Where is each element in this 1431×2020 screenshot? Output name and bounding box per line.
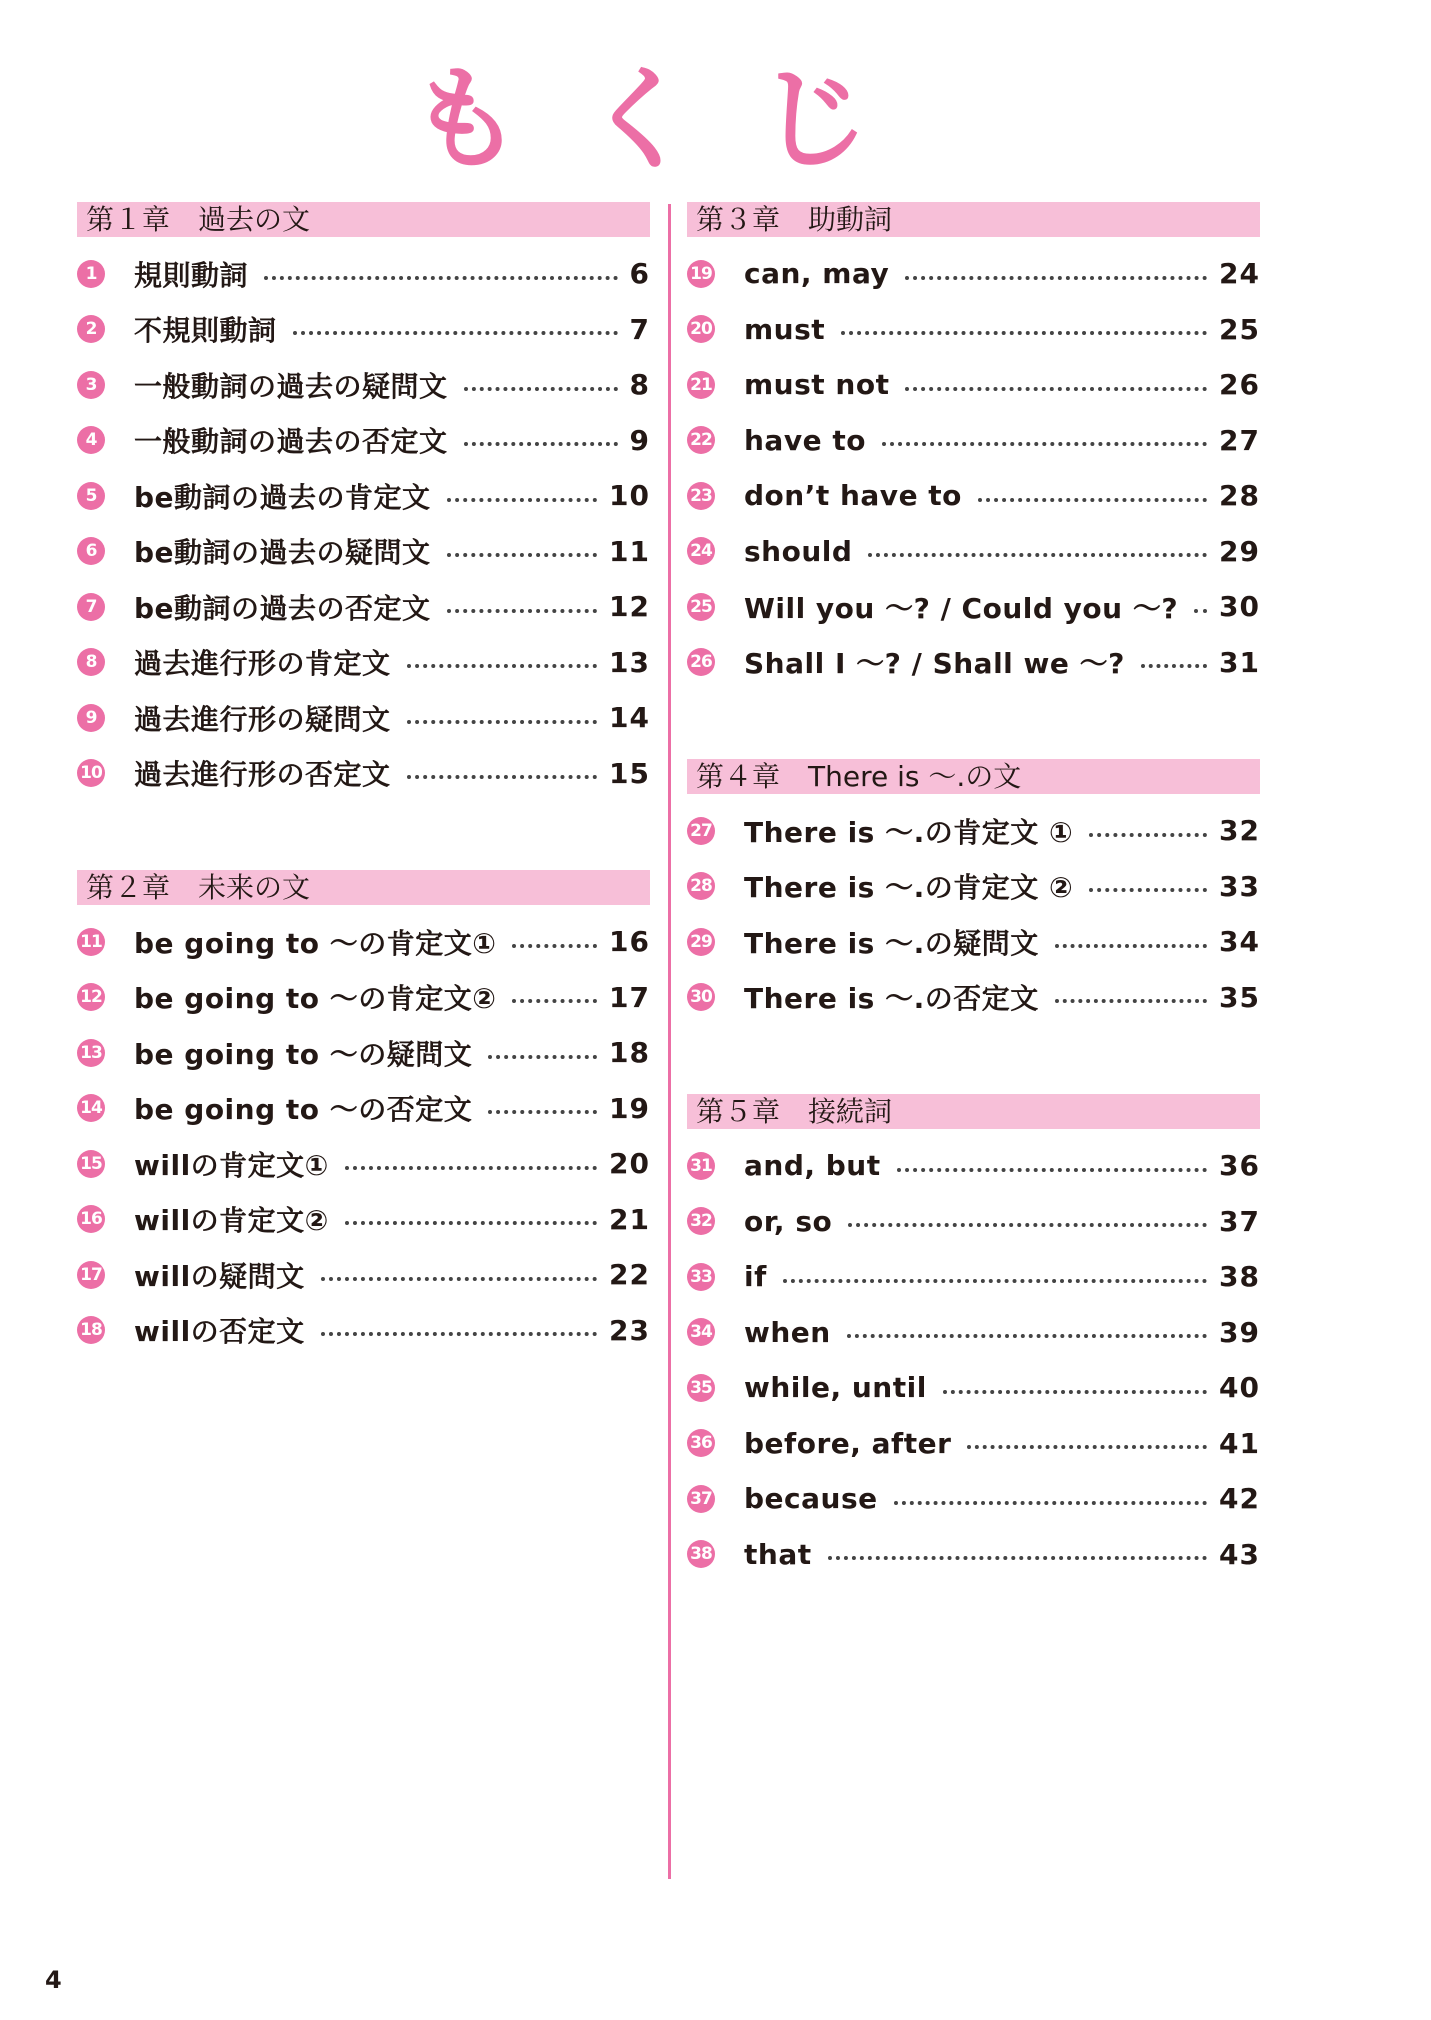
item-number-badge: 26	[687, 648, 715, 676]
leader-dots	[943, 1390, 1207, 1394]
item-number-badge: 37	[687, 1485, 715, 1513]
leader-dots	[512, 944, 597, 948]
leader-dots	[345, 1221, 597, 1225]
toc-item[interactable]	[77, 309, 650, 350]
item-label: 一般動詞の過去の疑問文	[134, 369, 448, 403]
chapter-3-list	[687, 253, 1260, 683]
toc-item[interactable]	[687, 1256, 1260, 1297]
item-label: willの肯定文②	[134, 1204, 329, 1237]
leader-dots	[1089, 888, 1207, 892]
item-page-number: 24	[1219, 257, 1260, 290]
item-label: be going to ～の肯定文①	[134, 926, 497, 960]
item-number-badge: 33	[687, 1263, 715, 1291]
item-page-number: 17	[609, 980, 650, 1014]
item-page-number: 20	[609, 1147, 650, 1180]
item-number-badge: 32	[687, 1207, 715, 1235]
item-page-number: 39	[1219, 1315, 1260, 1349]
toc-item[interactable]	[687, 977, 1260, 1018]
item-number-badge: 17	[77, 1261, 105, 1289]
item-number-badge: 27	[687, 817, 715, 845]
leader-dots	[407, 664, 598, 668]
item-page-number: 6	[629, 257, 650, 290]
item-page-number: 9	[629, 423, 650, 457]
item-number-badge: 4	[77, 426, 105, 454]
leader-dots	[321, 1277, 597, 1281]
leader-dots	[447, 553, 597, 557]
item-page-number: 36	[1219, 1149, 1260, 1182]
item-page-number: 38	[1219, 1260, 1260, 1293]
item-number-badge: 24	[687, 537, 715, 565]
item-number-badge: 15	[77, 1150, 105, 1178]
chapter-heading: 第１章 過去の文	[77, 202, 650, 237]
item-page-number: 22	[609, 1258, 650, 1291]
toc-item[interactable]	[687, 364, 1260, 405]
item-page-number: 25	[1219, 312, 1260, 346]
item-number-badge: 11	[77, 928, 105, 956]
item-page-number: 31	[1219, 645, 1260, 679]
leader-dots	[1055, 999, 1207, 1003]
toc-item[interactable]	[687, 309, 1260, 350]
toc-item[interactable]	[687, 475, 1260, 516]
item-number-badge: 20	[687, 315, 715, 343]
item-label: before, after	[744, 1426, 952, 1460]
item-number-badge: 22	[687, 426, 715, 454]
toc-item[interactable]	[687, 1423, 1260, 1464]
toc-item[interactable]	[77, 977, 650, 1018]
item-page-number: 32	[1219, 814, 1260, 847]
item-number-badge: 2	[77, 315, 105, 343]
item-label: because	[744, 1482, 878, 1515]
item-label: Will you ～? / Could you ～?	[744, 591, 1179, 625]
leader-dots	[1089, 833, 1207, 837]
item-label: and, but	[744, 1149, 881, 1182]
toc-item[interactable]	[77, 1143, 650, 1184]
item-page-number: 42	[1219, 1482, 1260, 1515]
item-label: can, may	[744, 257, 890, 290]
leader-dots	[783, 1279, 1207, 1283]
chapter-4-list	[687, 810, 1260, 1018]
toc-item[interactable]	[77, 753, 650, 794]
toc-item[interactable]	[687, 1312, 1260, 1353]
item-label: willの疑問文	[134, 1259, 305, 1293]
item-label: be going to ～の疑問文	[134, 1037, 473, 1071]
item-label: 過去進行形の疑問文	[134, 702, 391, 736]
item-page-number: 7	[629, 312, 650, 346]
chapter-1-list	[77, 253, 650, 794]
item-page-number: 12	[609, 590, 650, 623]
toc-item[interactable]	[687, 586, 1260, 627]
item-page-number: 8	[629, 368, 650, 401]
toc-item[interactable]	[687, 1201, 1260, 1242]
item-page-number: 33	[1219, 869, 1260, 903]
item-number-badge: 9	[77, 704, 105, 732]
toc-item[interactable]	[77, 1032, 650, 1073]
leader-dots	[1141, 664, 1207, 668]
item-label: must	[744, 312, 826, 346]
leader-dots	[978, 498, 1207, 502]
item-label: don’t have to	[744, 479, 962, 512]
item-number-badge: 7	[77, 593, 105, 621]
toc-item[interactable]	[77, 1254, 650, 1295]
leader-dots	[407, 775, 598, 779]
leader-dots	[264, 276, 618, 280]
page-number: 4	[45, 1966, 62, 1994]
item-page-number: 23	[609, 1313, 650, 1347]
item-page-number: 14	[609, 701, 650, 734]
item-label: 過去進行形の肯定文	[134, 647, 391, 680]
leader-dots	[897, 1168, 1207, 1172]
chapter-gap	[77, 808, 650, 870]
item-page-number: 10	[609, 479, 650, 512]
item-page-number: 21	[609, 1202, 650, 1236]
toc-item[interactable]	[687, 1367, 1260, 1408]
toc-item[interactable]	[77, 921, 650, 962]
toc-item[interactable]	[687, 642, 1260, 683]
toc-item[interactable]	[77, 642, 650, 683]
toc-item[interactable]	[687, 921, 1260, 962]
toc-item[interactable]	[687, 1534, 1260, 1575]
item-page-number: 15	[609, 756, 650, 790]
leader-dots	[512, 999, 597, 1003]
item-page-number: 30	[1219, 590, 1260, 623]
toc-item[interactable]	[77, 253, 650, 294]
item-page-number: 28	[1219, 479, 1260, 512]
item-number-badge: 10	[77, 759, 105, 787]
item-page-number: 40	[1219, 1371, 1260, 1404]
item-number-badge: 18	[77, 1316, 105, 1344]
leader-dots	[1194, 609, 1207, 613]
toc-item[interactable]	[687, 1145, 1260, 1186]
item-label: have to	[744, 423, 866, 457]
leader-dots	[488, 1055, 597, 1059]
leader-dots	[841, 331, 1207, 335]
toc-item[interactable]	[687, 420, 1260, 461]
toc-item[interactable]	[77, 420, 650, 461]
item-label: or, so	[744, 1204, 833, 1238]
leader-dots	[905, 276, 1207, 280]
leader-dots	[828, 1556, 1207, 1560]
leader-dots	[847, 1334, 1207, 1338]
leader-dots	[345, 1166, 597, 1170]
item-number-badge: 8	[77, 648, 105, 676]
item-label: that	[744, 1537, 812, 1571]
leader-dots	[321, 1332, 597, 1336]
item-label: be going to ～の否定文	[134, 1093, 473, 1126]
item-label: when	[744, 1315, 831, 1349]
item-number-badge: 19	[687, 260, 715, 288]
leader-dots	[848, 1223, 1207, 1227]
toc-item[interactable]	[77, 697, 650, 738]
toc-right-column	[687, 202, 1260, 1589]
chapter-heading: 第４章 There is ～.の文	[687, 759, 1260, 794]
item-number-badge: 1	[77, 260, 105, 288]
leader-dots	[464, 387, 618, 391]
item-page-number: 19	[609, 1091, 650, 1125]
item-label: be動詞の過去の疑問文	[134, 536, 431, 569]
item-label: There is ～.の肯定文 ①	[744, 815, 1074, 849]
item-number-badge: 14	[77, 1094, 105, 1122]
item-page-number: 13	[609, 645, 650, 679]
toc-left-column	[77, 202, 650, 1365]
item-label: willの否定文	[134, 1315, 305, 1348]
item-page-number: 18	[609, 1036, 650, 1069]
item-label: 規則動詞	[134, 258, 249, 292]
toc-item[interactable]	[687, 1478, 1260, 1519]
toc-item[interactable]	[77, 531, 650, 572]
item-number-badge: 5	[77, 482, 105, 510]
chapter-2-list	[77, 921, 650, 1351]
item-page-number: 26	[1219, 368, 1260, 401]
item-number-badge: 23	[687, 482, 715, 510]
toc-item[interactable]	[77, 1199, 650, 1240]
item-number-badge: 38	[687, 1540, 715, 1568]
item-label: be動詞の過去の肯定文	[134, 480, 431, 514]
toc-item[interactable]	[687, 810, 1260, 851]
chapter-heading: 第２章 未来の文	[77, 870, 650, 905]
item-label: be動詞の過去の否定文	[134, 591, 431, 625]
item-page-number: 41	[1219, 1426, 1260, 1460]
toc-item[interactable]	[687, 253, 1260, 294]
item-number-badge: 31	[687, 1152, 715, 1180]
item-label: 一般動詞の過去の否定文	[134, 425, 448, 458]
leader-dots	[882, 442, 1207, 446]
chapter-gap	[687, 1032, 1260, 1094]
item-number-badge: 12	[77, 983, 105, 1011]
toc-item[interactable]	[687, 531, 1260, 572]
item-page-number: 11	[609, 534, 650, 568]
item-number-badge: 36	[687, 1429, 715, 1457]
item-page-number: 34	[1219, 925, 1260, 958]
leader-dots	[967, 1445, 1207, 1449]
item-label: There is ～.の疑問文	[744, 926, 1039, 960]
item-page-number: 37	[1219, 1204, 1260, 1238]
item-label: There is ～.の肯定文 ②	[744, 871, 1074, 904]
leader-dots	[464, 442, 618, 446]
chapter-heading: 第３章 助動詞	[687, 202, 1260, 237]
column-divider	[668, 204, 671, 1879]
item-number-badge: 6	[77, 537, 105, 565]
chapter-gap	[687, 697, 1260, 759]
item-number-badge: 16	[77, 1205, 105, 1233]
leader-dots	[868, 553, 1207, 557]
toc-item[interactable]	[687, 866, 1260, 907]
leader-dots	[447, 609, 597, 613]
item-label: if	[744, 1260, 767, 1293]
leader-dots	[1055, 944, 1207, 948]
item-number-badge: 28	[687, 872, 715, 900]
leader-dots	[447, 498, 597, 502]
item-label: There is ～.の否定文	[744, 982, 1039, 1015]
item-number-badge: 35	[687, 1374, 715, 1402]
leader-dots	[905, 387, 1207, 391]
item-number-badge: 34	[687, 1318, 715, 1346]
item-page-number: 16	[609, 925, 650, 958]
item-number-badge: 25	[687, 593, 715, 621]
item-page-number: 35	[1219, 980, 1260, 1014]
item-label: 不規則動詞	[134, 314, 277, 347]
item-label: must not	[744, 368, 890, 401]
chapter-5-list	[687, 1145, 1260, 1575]
leader-dots	[293, 331, 618, 335]
toc-item[interactable]	[77, 475, 650, 516]
item-number-badge: 30	[687, 983, 715, 1011]
toc-item[interactable]	[77, 586, 650, 627]
leader-dots	[407, 720, 598, 724]
toc-item[interactable]	[77, 364, 650, 405]
item-number-badge: 3	[77, 371, 105, 399]
item-label: willの肯定文①	[134, 1148, 329, 1182]
item-label: Shall I ～? / Shall we ～?	[744, 647, 1125, 680]
item-label: 過去進行形の否定文	[134, 758, 391, 791]
item-label: be going to ～の肯定文②	[134, 982, 497, 1015]
leader-dots	[488, 1110, 597, 1114]
item-page-number: 29	[1219, 534, 1260, 568]
item-label: while, until	[744, 1371, 927, 1404]
item-number-badge: 29	[687, 928, 715, 956]
page-title: もくじ	[409, 55, 932, 185]
item-number-badge: 13	[77, 1039, 105, 1067]
item-page-number: 43	[1219, 1537, 1260, 1571]
item-page-number: 27	[1219, 423, 1260, 457]
leader-dots	[894, 1501, 1207, 1505]
toc-item[interactable]	[77, 1310, 650, 1351]
toc-item[interactable]	[77, 1088, 650, 1129]
item-label: should	[744, 534, 853, 568]
item-number-badge: 21	[687, 371, 715, 399]
chapter-heading: 第５章 接続詞	[687, 1094, 1260, 1129]
